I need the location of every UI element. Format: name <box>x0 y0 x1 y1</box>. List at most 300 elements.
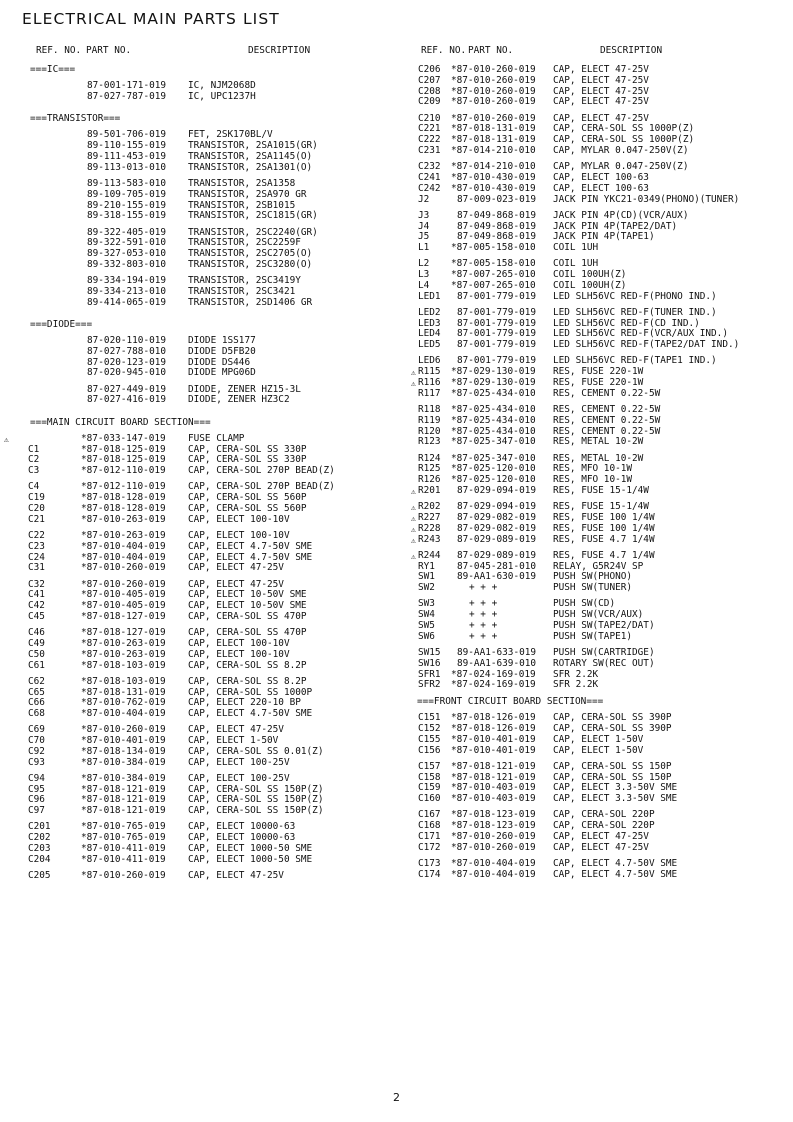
part-no: 87-027-416-019 <box>87 394 167 406</box>
ref-no: R228 <box>418 522 441 534</box>
part-no: *87-018-126-019 <box>451 723 536 735</box>
part-description: CAP, ELECT 100-10V <box>188 513 290 525</box>
part-row <box>30 466 402 477</box>
part-no: *87-025-120-010 <box>451 474 536 486</box>
part-no: 87-029-089-019 <box>457 533 537 545</box>
part-no: *87-010-260-019 <box>451 841 536 853</box>
part-description: JACK PIN 4P(CD)(VCR/AUX) <box>553 209 689 221</box>
column-header <box>417 46 787 60</box>
ref-no: C157 <box>418 760 441 772</box>
part-no: *87-010-765-019 <box>81 821 166 833</box>
ref-no: J4 <box>418 220 430 232</box>
ref-no: L3 <box>418 269 430 281</box>
part-description: CAP, CERA-SOL SS 150P(Z) <box>188 794 324 806</box>
part-description: ROTARY SW(REC OUT) <box>553 657 655 669</box>
part-no: 87-029-094-019 <box>457 501 537 513</box>
part-no: 89-327-053-010 <box>87 248 167 260</box>
ref-no: C49 <box>28 637 45 649</box>
ref-no: RY1 <box>418 560 435 572</box>
part-description: PUSH SW(TAPE1) <box>553 630 633 642</box>
part-no: *87-010-404-019 <box>81 551 166 563</box>
part-row <box>30 542 402 553</box>
part-description: TRANSISTOR, 2SA1301(O) <box>188 161 313 173</box>
ref-no: C2 <box>28 454 40 466</box>
ref-no: C24 <box>28 551 45 563</box>
part-description: TRANSISTOR, 2SB1015 <box>188 199 296 211</box>
part-description: CAP, CERA-SOL SS 390P <box>553 723 672 735</box>
ref-no: LED6 <box>418 355 441 367</box>
part-description: LED SLH56VC RED-F(TAPE2/DAT IND.) <box>553 339 740 351</box>
part-no: *87-010-260-019 <box>451 96 536 108</box>
part-description: IC, UPC1237H <box>188 90 256 102</box>
ref-no: SFR2 <box>418 679 441 691</box>
part-no: *87-010-411-019 <box>81 853 166 865</box>
part-description: CAP, CERA-SOL SS 8.2P <box>188 659 307 671</box>
part-row <box>411 549 787 562</box>
part-row <box>30 190 402 201</box>
part-description: RES, FUSE 15-1/4W <box>553 501 649 513</box>
part-description: CAP, ELECT 47-25V <box>188 724 284 736</box>
part-description: PUSH SW(VCR/AUX) <box>553 609 644 621</box>
part-no: *87-012-110-019 <box>81 481 166 493</box>
part-description: CAP, ELECT 1000-50 SME <box>188 853 313 865</box>
part-description: DIODE DS446 <box>188 356 251 368</box>
part-description: CAP, ELECT 47-25V <box>188 562 284 574</box>
part-description: CAP, ELECT 4.7-50V SME <box>188 551 313 563</box>
ref-no: C31 <box>28 562 45 574</box>
ref-no: C21 <box>28 513 45 525</box>
page-number: 2 <box>393 1091 400 1104</box>
ref-no: L4 <box>418 279 430 291</box>
part-description: CAP, CERA-SOL SS 1000P(Z) <box>553 123 695 135</box>
part-no: *87-025-434-010 <box>451 414 536 426</box>
part-no: *87-025-434-010 <box>451 387 536 399</box>
part-row <box>30 612 402 623</box>
ref-no: C232 <box>418 161 441 173</box>
part-row <box>30 855 402 866</box>
part-no: *87-010-430-019 <box>451 182 536 194</box>
ref-no: R202 <box>418 501 441 513</box>
part-description: CAP, ELECT 1000-50 SME <box>188 843 313 855</box>
part-no: 89-414-065-019 <box>87 296 167 308</box>
part-row <box>4 432 402 445</box>
part-description: CAP, CERA-SOL SS 150P(Z) <box>188 805 324 817</box>
part-row <box>417 583 787 594</box>
ref-no: C168 <box>418 820 441 832</box>
part-no: 89-113-013-010 <box>87 161 167 173</box>
part-no: *87-010-405-019 <box>81 589 166 601</box>
part-description: CAP, ELECT 47-25V <box>553 112 649 124</box>
part-no: *87-033-147-019 <box>81 432 166 444</box>
ref-no: C96 <box>28 794 45 806</box>
part-description: LED SLH56VC RED-F(PHONO IND.) <box>553 290 717 302</box>
ref-no: C207 <box>418 74 441 86</box>
part-description: CAP, CERA-SOL SS 390P <box>553 712 672 724</box>
section-heading: ===TRANSISTOR=== <box>30 113 121 125</box>
part-no: *87-007-265-010 <box>451 269 536 281</box>
part-no: *87-010-404-019 <box>81 708 166 720</box>
part-description: CAP, CERA-SOL SS 150P <box>553 771 672 783</box>
ref-no: R201 <box>418 485 441 497</box>
ref-no: C23 <box>28 540 45 552</box>
part-no: 89-109-705-019 <box>87 188 167 200</box>
ref-no: C69 <box>28 724 45 736</box>
part-row <box>30 650 402 661</box>
part-no: *87-018-127-019 <box>81 627 166 639</box>
part-no: 87-029-094-019 <box>457 485 537 497</box>
part-row <box>417 76 787 87</box>
part-no: 89-332-803-010 <box>87 258 167 270</box>
part-description: RES, FUSE 220-1W <box>553 366 644 378</box>
part-description: FUSE CLAMP <box>188 432 245 444</box>
ref-no: C32 <box>28 578 45 590</box>
part-no: *87-024-169-019 <box>451 668 536 680</box>
part-no: *87-010-403-019 <box>451 793 536 805</box>
ref-no: C66 <box>28 697 45 709</box>
part-description: CAP, ELECT 47-25V <box>553 74 649 86</box>
part-description: RES, CEMENT 0.22-5W <box>553 425 661 437</box>
section-heading: ===FRONT CIRCUIT BOARD SECTION=== <box>417 696 604 708</box>
ref-no: C210 <box>418 112 441 124</box>
part-no: 89-210-155-019 <box>87 199 167 211</box>
part-row <box>30 395 402 406</box>
part-description: CAP, CERA-SOL 220P <box>553 809 655 821</box>
ref-no: SW1 <box>418 571 435 583</box>
ref-no: C97 <box>28 805 45 817</box>
ref-no: R117 <box>418 387 441 399</box>
ref-no: C46 <box>28 627 45 639</box>
part-description: COIL 100UH(Z) <box>553 279 627 291</box>
part-description: CAP, CERA-SOL SS 0.01(Z) <box>188 745 324 757</box>
part-no: *87-018-121-019 <box>451 760 536 772</box>
part-description: CAP, ELECT 10000-63 <box>188 832 296 844</box>
part-description: SFR 2.2K <box>553 679 599 691</box>
part-description: RES, FUSE 4.7 1/4W <box>553 549 655 561</box>
part-no: 87-029-082-019 <box>457 522 537 534</box>
safety-warning-icon: ⚠ <box>411 487 416 497</box>
part-no: *87-010-260-019 <box>81 578 166 590</box>
part-description: PUSH SW(CD) <box>553 598 616 610</box>
part-description: RES, FUSE 220-1W <box>553 377 644 389</box>
part-row <box>417 746 787 757</box>
part-description: CAP, ELECT 3.3-50V SME <box>553 782 678 794</box>
ref-no: LED5 <box>418 339 441 351</box>
part-description: TRANSISTOR, 2SA1358 <box>188 177 296 189</box>
part-no: 89-111-453-019 <box>87 150 167 162</box>
part-description: CAP, ELECT 100-10V <box>188 648 290 660</box>
left-parts-list <box>4 64 402 882</box>
part-row <box>417 632 787 643</box>
part-description: CAP, ELECT 47-25V <box>553 64 649 75</box>
part-no: 89-AA1-633-019 <box>457 646 537 658</box>
part-row <box>417 243 787 254</box>
part-description: CAP, ELECT 100-25V <box>188 772 290 784</box>
part-no: *87-018-128-019 <box>81 492 166 504</box>
part-description: DIODE D5FB20 <box>188 345 256 357</box>
spacer <box>30 308 402 313</box>
ref-no: C167 <box>418 809 441 821</box>
part-no: *87-018-126-019 <box>451 712 536 724</box>
ref-no: C231 <box>418 144 441 156</box>
right-column <box>411 45 787 881</box>
part-no: 87-009-023-019 <box>457 193 537 205</box>
part-row <box>30 806 402 817</box>
part-no: 87-027-449-019 <box>87 383 167 395</box>
ref-no: SW4 <box>418 609 435 621</box>
ref-no: C70 <box>28 735 45 747</box>
part-no: *87-010-263-019 <box>81 637 166 649</box>
part-row <box>30 163 402 174</box>
part-description: TRANSISTOR, 2SA970 GR <box>188 188 307 200</box>
part-no: *87-005-158-010 <box>451 258 536 270</box>
part-no: *87-010-260-019 <box>81 724 166 736</box>
ref-no: C209 <box>418 96 441 108</box>
part-description: CAP, CERA-SOL SS 560P <box>188 492 307 504</box>
section-heading: ===DIODE=== <box>30 318 93 330</box>
header-part-no: PART NO. <box>468 45 514 56</box>
safety-warning-icon: ⚠ <box>411 503 416 513</box>
part-description: TRANSISTOR, 2SD1406 GR <box>188 296 313 308</box>
part-description: CAP, CERA-SOL SS 330P <box>188 443 307 455</box>
part-no: + + + <box>469 598 498 610</box>
part-description: CAP, ELECT 47-25V <box>553 831 649 843</box>
part-no: *87-010-260-019 <box>81 870 166 882</box>
ref-no: C174 <box>418 868 441 880</box>
part-no: *87-010-404-019 <box>451 868 536 880</box>
part-description: CAP, CERA-SOL SS 560P <box>188 502 307 514</box>
part-description: RES, METAL 10-2W <box>553 452 644 464</box>
ref-no: C158 <box>418 771 441 783</box>
ref-no: C65 <box>28 686 45 698</box>
part-no: *87-018-127-019 <box>81 610 166 622</box>
part-row <box>411 533 787 546</box>
part-description: TRANSISTOR, 2SC3280(O) <box>188 258 313 270</box>
header-ref-no: REF. NO. <box>36 45 82 56</box>
right-parts-list <box>411 64 787 881</box>
part-no: *87-010-404-019 <box>451 858 536 870</box>
ref-no: R118 <box>418 404 441 416</box>
ref-no: C204 <box>28 853 51 865</box>
part-no: *87-025-347-010 <box>451 452 536 464</box>
part-row <box>417 146 787 157</box>
ref-no: R116 <box>418 377 441 389</box>
ref-no: R124 <box>418 452 441 464</box>
part-no: *87-018-125-019 <box>81 454 166 466</box>
part-no: *87-018-121-019 <box>81 794 166 806</box>
part-no: *87-010-260-019 <box>451 64 536 75</box>
part-no: 87-001-779-019 <box>457 290 537 302</box>
part-no: *87-010-401-019 <box>451 744 536 756</box>
part-row <box>30 758 402 769</box>
part-description: IC, NJM2068D <box>188 80 256 92</box>
part-no: *87-025-434-010 <box>451 425 536 437</box>
spacer <box>30 103 402 108</box>
part-description: DIODE MPG06D <box>188 367 256 379</box>
part-description: TRANSISTOR, 2SC2240(GR) <box>188 226 318 238</box>
ref-no: C203 <box>28 843 51 855</box>
ref-no: R120 <box>418 425 441 437</box>
part-no: *87-018-121-019 <box>451 771 536 783</box>
part-no: *87-014-210-010 <box>451 161 536 173</box>
ref-no: C20 <box>28 502 45 514</box>
part-no: *87-018-121-019 <box>81 783 166 795</box>
part-description: CAP, CERA-SOL SS 330P <box>188 454 307 466</box>
part-no: *87-005-158-010 <box>451 242 536 254</box>
part-no: *87-018-103-019 <box>81 675 166 687</box>
part-description: LED SLH56VC RED-F(TUNER IND.) <box>553 306 717 318</box>
part-no: *87-018-131-019 <box>451 134 536 146</box>
part-no: *87-010-411-019 <box>81 843 166 855</box>
part-description: CAP, ELECT 100-25V <box>188 756 290 768</box>
part-no: *87-010-263-019 <box>81 529 166 541</box>
ref-no: R244 <box>418 549 441 561</box>
part-no: *87-029-130-019 <box>451 366 536 378</box>
part-no: *87-010-260-019 <box>451 74 536 86</box>
ref-no: C42 <box>28 600 45 612</box>
ref-no: R119 <box>418 414 441 426</box>
ref-no: C205 <box>28 870 51 882</box>
part-description: RES, METAL 10-2W <box>553 436 644 448</box>
ref-no: J3 <box>418 209 430 221</box>
part-no: *87-010-384-019 <box>81 756 166 768</box>
part-description: PUSH SW(CARTRIDGE) <box>553 646 655 658</box>
ref-no: SW15 <box>418 646 441 658</box>
part-row <box>411 522 787 535</box>
part-row <box>417 389 787 400</box>
part-row <box>30 709 402 720</box>
ref-no: R227 <box>418 512 441 523</box>
ref-no: C241 <box>418 171 441 183</box>
ref-no: R243 <box>418 533 441 545</box>
part-description: CAP, ELECT 4.7-50V SME <box>553 868 678 880</box>
part-description: CAP, ELECT 100-10V <box>188 529 290 541</box>
part-no: *87-010-401-019 <box>81 735 166 747</box>
part-no: *87-018-131-019 <box>81 686 166 698</box>
ref-no: C152 <box>418 723 441 735</box>
part-description: CAP, ELECT 1-50V <box>188 735 279 747</box>
safety-warning-icon: ⚠ <box>4 434 9 444</box>
part-description: FET, 2SK170BL/V <box>188 129 273 141</box>
part-description: CAP, ELECT 47-25V <box>553 85 649 97</box>
part-description: CAP, CERA-SOL SS 8.2P <box>188 675 307 687</box>
ref-no: C94 <box>28 772 45 784</box>
ref-no: J5 <box>418 231 430 243</box>
ref-no: LED4 <box>418 328 441 340</box>
ref-no: C202 <box>28 832 51 844</box>
part-no: + + + <box>469 630 498 642</box>
part-no: 87-001-779-019 <box>457 339 537 351</box>
part-no: *87-012-110-019 <box>81 465 166 477</box>
ref-no: SW3 <box>418 598 435 610</box>
part-description: DIODE, ZENER HZ3C2 <box>188 394 290 406</box>
part-no: *87-018-134-019 <box>81 745 166 757</box>
part-description: RES, CEMENT 0.22-5W <box>553 404 661 416</box>
part-no: + + + <box>469 582 498 594</box>
part-row <box>417 843 787 854</box>
part-row <box>417 659 787 670</box>
part-description: PUSH SW(PHONO) <box>553 571 633 583</box>
part-no: 89-AA1-639-010 <box>457 657 537 669</box>
part-description: PUSH SW(TUNER) <box>553 582 633 594</box>
part-row <box>417 184 787 195</box>
part-no: 87-001-779-019 <box>457 328 537 340</box>
part-description: RES, FUSE 4.7 1/4W <box>553 533 655 545</box>
part-description: CAP, ELECT 47-25V <box>188 578 284 590</box>
ref-no: SW16 <box>418 657 441 669</box>
part-description: CAP, CERA-SOL SS 150P <box>553 760 672 772</box>
part-description: CAP, ELECT 1-50V <box>553 744 644 756</box>
part-no: *87-018-123-019 <box>451 820 536 832</box>
ref-no: LED1 <box>418 290 441 302</box>
header-description: DESCRIPTION <box>600 45 663 56</box>
ref-no: L1 <box>418 242 430 254</box>
part-row <box>417 211 787 222</box>
part-row <box>417 437 787 448</box>
part-row <box>417 195 787 206</box>
part-no: *87-018-125-019 <box>81 443 166 455</box>
part-description: TRANSISTOR, 2SC3419Y <box>188 275 301 287</box>
part-description: CAP, MYLAR 0.047-250V(Z) <box>553 144 689 156</box>
ref-no: C62 <box>28 675 45 687</box>
part-no: 87-020-110-019 <box>87 335 167 347</box>
part-description: LED SLH56VC RED-F(TAPE1 IND.) <box>553 355 717 367</box>
part-no: *87-025-347-010 <box>451 436 536 448</box>
part-no: *87-018-103-019 <box>81 659 166 671</box>
part-description: CAP, CERA-SOL SS 1000P(Z) <box>553 134 695 146</box>
part-description: CAP, ELECT 10-50V SME <box>188 589 307 601</box>
safety-warning-icon: ⚠ <box>411 514 416 523</box>
part-description: RES, CEMENT 0.22-5W <box>553 414 661 426</box>
part-no: 87-029-082-019 <box>457 512 537 523</box>
part-no: 89-113-583-010 <box>87 177 167 189</box>
part-no: 87-027-788-010 <box>87 345 167 357</box>
ref-no: SFR1 <box>418 668 441 680</box>
part-row <box>417 97 787 108</box>
section-heading: ===IC=== <box>30 64 76 75</box>
header-description: DESCRIPTION <box>248 45 311 56</box>
ref-no: R123 <box>418 436 441 448</box>
spacer <box>30 406 402 411</box>
part-no: 87-020-123-019 <box>87 356 167 368</box>
part-description: CAP, ELECT 4.7-50V SME <box>188 540 313 552</box>
part-description: CAP, CERA-SOL SS 470P <box>188 627 307 639</box>
part-no: *87-014-210-010 <box>451 144 536 156</box>
part-no: *87-018-131-019 <box>451 123 536 135</box>
part-description: CAP, ELECT 47-25V <box>553 841 649 853</box>
part-description: CAP, MYLAR 0.047-250V(Z) <box>553 161 689 173</box>
part-description: JACK PIN 4P(TAPE2/DAT) <box>553 220 678 232</box>
part-description: RES, FUSE 15-1/4W <box>553 485 649 497</box>
part-no: 87-029-089-019 <box>457 549 537 561</box>
ref-no: C221 <box>418 123 441 135</box>
part-no: 87-001-779-019 <box>457 317 537 329</box>
ref-no: R125 <box>418 463 441 475</box>
part-description: SFR 2.2K <box>553 668 599 680</box>
part-row <box>30 661 402 672</box>
part-no: 89-334-213-010 <box>87 285 167 297</box>
part-no: 87-049-868-019 <box>457 209 537 221</box>
part-description: DIODE 1SS177 <box>188 335 256 347</box>
ref-no: C22 <box>28 529 45 541</box>
ref-no: C155 <box>418 733 441 745</box>
part-description: CAP, ELECT 100-10V <box>188 637 290 649</box>
part-no: *87-029-130-019 <box>451 377 536 389</box>
part-no: *87-010-260-019 <box>451 112 536 124</box>
part-description: CAP, CERA-SOL 270P BEAD(Z) <box>188 481 335 493</box>
safety-warning-icon: ⚠ <box>411 379 416 389</box>
ref-no: C151 <box>418 712 441 724</box>
ref-no: R126 <box>418 474 441 486</box>
